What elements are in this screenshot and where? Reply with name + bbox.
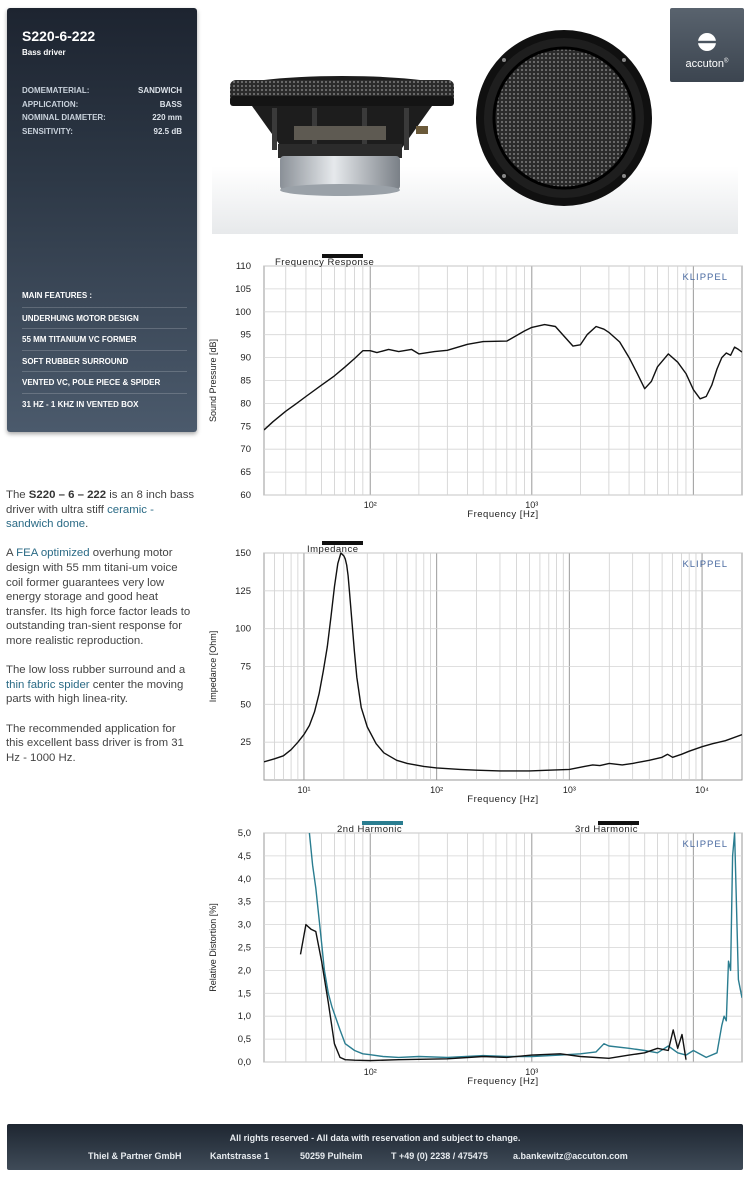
chart-2: [208, 541, 742, 805]
x-tick-label: 10³: [525, 1067, 539, 1077]
x-tick-label: 10²: [363, 500, 377, 510]
y-tick-label: 70: [240, 444, 251, 456]
y-tick-label: 85: [240, 375, 251, 387]
feature-item: SOFT RUBBER SURROUND: [22, 350, 187, 372]
spec-value: 220 mm: [152, 113, 182, 122]
x-tick-label: 10³: [562, 785, 576, 795]
y-tick-label: 0,0: [237, 1057, 251, 1068]
logo-name: accuton: [685, 58, 725, 70]
highlight-link[interactable]: ceramic - sandwich dome: [6, 503, 154, 531]
y-tick-label: 100: [235, 306, 251, 318]
feature-item: 31 HZ - 1 KHZ IN VENTED BOX: [22, 393, 187, 415]
y-tick-label: 90: [240, 352, 251, 364]
klippel-watermark: KLIPPEL: [682, 839, 728, 850]
model-subtitle: Bass driver: [22, 48, 66, 57]
footer-email[interactable]: a.bankewitz@accuton.com: [513, 1151, 628, 1161]
spec-value: SANDWICH: [138, 86, 182, 95]
x-tick-label: 10¹: [297, 785, 311, 795]
text-span: is an 8 inch bass driver with ultra stiff: [6, 489, 195, 516]
x-tick-label: 10²: [430, 785, 444, 795]
text-span: .: [85, 518, 89, 531]
y-tick-label: 0,5: [237, 1034, 251, 1046]
y-tick-label: 1,0: [237, 1011, 251, 1023]
feature-item: UNDERHUNG MOTOR DESIGN: [22, 307, 187, 329]
y-axis-label: Impedance [Ohm]: [208, 630, 218, 703]
y-tick-label: 1,5: [237, 988, 251, 1000]
y-tick-label: 65: [240, 467, 251, 479]
text-span: center the moving parts with high linea-rity.: [6, 678, 184, 706]
x-axis-label: Frequency [Hz]: [467, 794, 539, 805]
footer-city: 50259 Pulheim: [300, 1151, 363, 1161]
x-tick-label: 10³: [525, 500, 539, 510]
text-span: The low loss rubber surround and a: [6, 664, 186, 677]
y-tick-label: 60: [240, 490, 251, 501]
y-tick-label: 2,5: [237, 942, 251, 954]
feature-item: VENTED VC, POLE PIECE & SPIDER: [22, 371, 187, 393]
footer-rights: All rights reserved - All data with reservation and subject to change.: [229, 1133, 521, 1143]
y-tick-label: 105: [235, 283, 251, 295]
y-tick-label: 3,5: [237, 896, 251, 908]
highlight-link[interactable]: FEA optimized: [16, 547, 90, 560]
footer-street: Kantstrasse 1: [210, 1151, 270, 1161]
y-tick-label: 4,0: [237, 873, 251, 885]
spec-label: SENSITIVITY:: [22, 126, 73, 136]
spec-value: 92.5 dB: [153, 126, 182, 136]
x-tick-label: 10²: [363, 1067, 377, 1077]
y-tick-label: 100: [235, 623, 251, 635]
feature-item: 55 MM TITANIUM VC FORMER: [22, 328, 187, 350]
highlight-link[interactable]: thin fabric spider: [6, 678, 90, 691]
y-tick-label: 125: [235, 585, 251, 597]
chart-3: [208, 821, 742, 1087]
chart-1: [208, 254, 742, 520]
model-title: S220-6-222: [22, 28, 96, 44]
text-span: A: [6, 547, 17, 560]
y-tick-label: 5,0: [237, 828, 251, 839]
y-tick-label: 25: [240, 737, 251, 749]
spec-label: NOMINAL DIAMETER:: [22, 113, 106, 122]
spec-label: APPLICATION:: [22, 99, 79, 109]
text-span: overhung motor design with 55 mm titani-um voice coil former guarantees very low energy storage and good heat transfer. Its high force factor leads to outstanding tran-sient response for more realistic reproduction.: [6, 547, 191, 647]
y-tick-label: 80: [240, 398, 251, 410]
y-axis-label: Sound Pressure [dB]: [208, 338, 218, 423]
y-tick-label: 95: [240, 329, 251, 341]
klippel-watermark: KLIPPEL: [682, 559, 728, 570]
y-tick-label: 150: [235, 548, 251, 559]
y-tick-label: 110: [235, 261, 251, 272]
y-tick-label: 3,0: [237, 919, 251, 931]
description-paragraph: The recommended application for this excellent bass driver is from 31 Hz - 1000 Hz.: [6, 722, 184, 764]
x-axis-label: Frequency [Hz]: [467, 1076, 539, 1087]
klippel-watermark: KLIPPEL: [682, 272, 728, 283]
logo-registered: ®: [724, 58, 729, 65]
footer-phone: T +49 (0) 2238 / 475475: [391, 1151, 488, 1161]
spec-value: BASS: [159, 99, 182, 109]
y-tick-label: 75: [240, 421, 251, 433]
x-axis-label: Frequency [Hz]: [467, 509, 539, 520]
y-tick-label: 2,0: [237, 965, 251, 977]
model-name: S220 – 6 – 222: [28, 489, 107, 501]
chart-title: Impedance: [307, 544, 359, 555]
footer: [7, 1124, 743, 1170]
chart-title: Frequency Response: [275, 257, 375, 268]
y-axis-label: Relative Distortion [%]: [208, 903, 218, 992]
legend-label: 3rd Harmonic: [575, 824, 639, 835]
legend-label: 2nd Harmonic: [337, 824, 403, 835]
text-span: The: [6, 489, 29, 501]
x-tick-label: 10⁴: [695, 785, 709, 795]
features-heading: MAIN FEATURES :: [22, 291, 93, 300]
y-tick-label: 75: [240, 661, 251, 673]
y-tick-label: 50: [240, 699, 251, 711]
footer-company: Thiel & Partner GmbH: [88, 1151, 182, 1161]
y-tick-label: 4,5: [237, 850, 251, 862]
spec-label: DOMEMATERIAL:: [22, 86, 90, 95]
